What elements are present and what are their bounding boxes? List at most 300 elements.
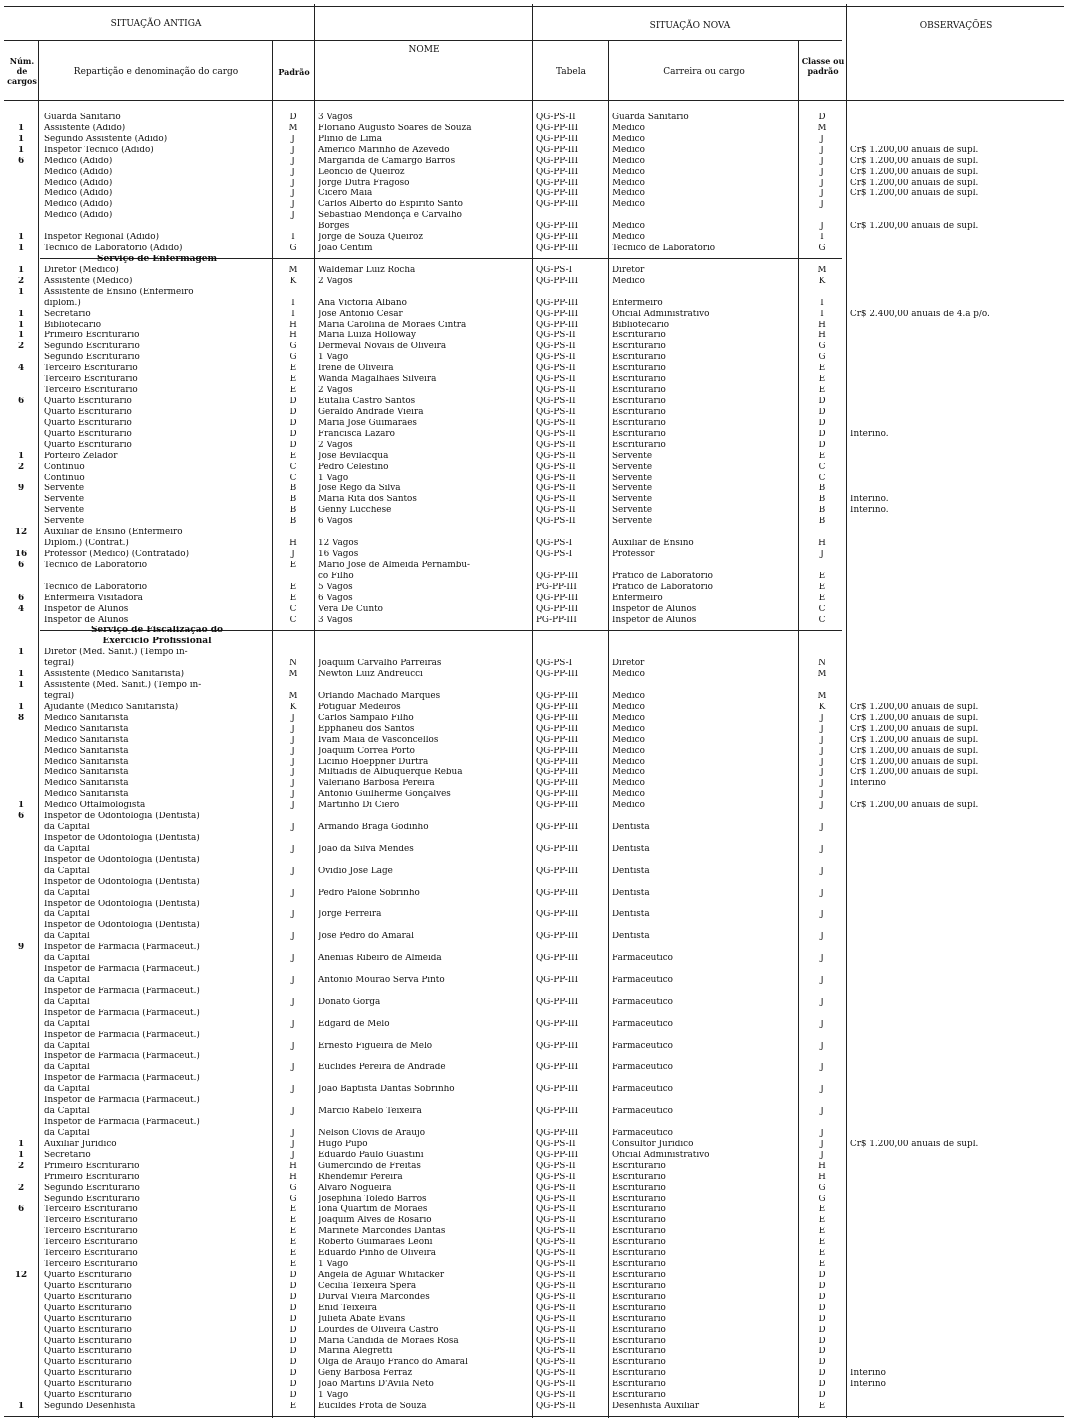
num-cargos-cell: 2 xyxy=(17,342,25,352)
carreira-cell: Escriturário xyxy=(612,1238,666,1247)
padrao-cell: J xyxy=(291,189,295,199)
tabela-cell: QG-PP-III xyxy=(536,134,579,144)
classe-cell: G xyxy=(818,1194,826,1204)
header-carreira: Carreira ou cargo xyxy=(663,67,745,77)
padrao-cell: H xyxy=(289,331,297,341)
tabela-cell: QG-PS-II xyxy=(536,418,576,428)
observacao-cell: Cr$ 1.200,00 anuais de supl. xyxy=(850,757,979,767)
cargo-cell: Segundo Escriturário xyxy=(44,1194,140,1204)
cargo-cell: Auxiliar de Ensino (Enfermeiro xyxy=(44,528,183,537)
tabela-cell: QG-PP-III xyxy=(536,910,579,920)
padrao-cell: J xyxy=(291,910,295,920)
tabela-cell: QG-PS-II xyxy=(536,1161,576,1171)
padrao-cell: E xyxy=(289,560,297,570)
num-cargos-cell: 2 xyxy=(17,276,25,286)
cargo-cell: Serviço de Fiscalização do xyxy=(90,626,224,636)
padrao-cell: M xyxy=(288,123,298,133)
table-row xyxy=(0,1085,1068,1095)
num-cargos-cell: 1 xyxy=(17,145,25,155)
table-row xyxy=(0,1074,1068,1084)
cargo-cell: Quarto Escriturário xyxy=(44,1380,132,1390)
carreira-cell: Médico xyxy=(612,189,645,199)
padrao-cell: J xyxy=(291,757,295,767)
padrao-cell: G xyxy=(289,1194,297,1204)
num-cargos-cell: 6 xyxy=(17,560,25,570)
tabela-cell: QG-PS-II xyxy=(536,1172,576,1182)
nome-cell: 3 Vagos xyxy=(318,615,353,625)
num-cargos-cell: 12 xyxy=(14,528,28,537)
tabela-cell: QG-PS-II xyxy=(536,1325,576,1335)
padrao-cell: C xyxy=(289,462,297,472)
nome-cell: Valeriano Barbosa Pereira xyxy=(318,779,435,789)
padrao-cell: J xyxy=(291,1107,295,1116)
table-row xyxy=(0,900,1068,910)
padrao-cell: D xyxy=(289,1281,297,1291)
classe-cell: J xyxy=(820,790,824,800)
table-row xyxy=(0,1293,1068,1303)
padrao-cell: D xyxy=(289,1391,297,1400)
table-row xyxy=(0,976,1068,986)
carreira-cell: Escriturário xyxy=(612,440,666,450)
table-row xyxy=(0,594,1068,604)
table-row xyxy=(0,659,1068,669)
cargo-cell: Inspetor de Farmácia (Farmacêut.) xyxy=(44,986,200,996)
padrao-cell: D xyxy=(289,1292,297,1302)
cargo-cell: Inspetor de Odontologia (Dentista) xyxy=(44,834,200,843)
carreira-cell: Médico xyxy=(612,145,645,155)
table-row xyxy=(0,703,1068,713)
cargo-cell: Inspetor de Farmácia (Farmacêut.) xyxy=(44,1030,200,1040)
table-row xyxy=(0,375,1068,385)
table-row xyxy=(0,288,1068,298)
padrao-cell: C xyxy=(289,604,297,614)
classe-cell: H xyxy=(818,539,826,548)
nome-cell: Francisca Lazaro xyxy=(318,429,395,439)
cargo-cell: Servente xyxy=(44,506,85,516)
tabela-cell: QG-PP-III xyxy=(536,593,579,603)
num-cargos-cell: 9 xyxy=(17,484,25,494)
tabela-cell: QG-PP-III xyxy=(536,932,579,942)
padrao-cell: J xyxy=(291,1085,295,1095)
padrao-cell: D xyxy=(289,418,297,428)
table-row xyxy=(0,878,1068,888)
padrao-cell: N xyxy=(289,659,297,668)
padrao-cell: J xyxy=(291,211,295,221)
cargo-cell: Quarto Escriturário xyxy=(44,1347,132,1357)
nome-cell: Cicero Maia xyxy=(318,189,373,199)
padrao-cell: H xyxy=(289,1161,297,1171)
classe-cell: J xyxy=(820,222,824,232)
nome-cell: Euclides Pereira de Andrade xyxy=(318,1063,446,1073)
nome-cell: Ovidio José Lage xyxy=(318,866,393,876)
classe-cell: D xyxy=(818,1358,826,1368)
num-cargos-cell: 6 xyxy=(17,812,25,821)
table-row xyxy=(0,124,1068,134)
tabela-cell: QG-PS-II xyxy=(536,331,576,341)
tabela-cell: QG-PS-II xyxy=(536,342,576,352)
observacao-cell: Interino xyxy=(850,1369,886,1379)
classe-cell: J xyxy=(820,713,824,723)
padrao-cell: I xyxy=(291,309,295,319)
table-row xyxy=(0,463,1068,473)
table-row xyxy=(0,1337,1068,1347)
num-cargos-cell: 6 xyxy=(17,1205,25,1215)
nome-cell: 5 Vagos xyxy=(318,582,353,592)
cargo-cell: Inspetor de Odontologia (Dentista) xyxy=(44,812,200,821)
carreira-cell: Servente xyxy=(612,473,653,483)
tabela-cell: QG-PS-I xyxy=(536,265,573,275)
padrao-cell: G xyxy=(289,353,297,363)
nome-cell: Margarida de Camargo Barros xyxy=(318,156,456,166)
table-row xyxy=(0,758,1068,768)
tabela-cell: QG-PP-III xyxy=(536,178,579,188)
cargo-cell: da Capital xyxy=(44,823,90,832)
cargo-cell: da Capital xyxy=(44,1107,90,1116)
observacao-cell: Cr$ 1.200,00 anuais de supl. xyxy=(850,156,979,166)
carreira-cell: Escriturário xyxy=(612,375,666,384)
tabela-cell: QG-PS-II xyxy=(536,1205,576,1215)
nome-cell: Angela de Aguiar Whitacker xyxy=(318,1270,445,1280)
tabela-cell: QG-PP-III xyxy=(536,320,579,330)
carreira-cell: Servente xyxy=(612,484,653,494)
carreira-cell: Escriturário xyxy=(612,407,666,417)
tabela-cell: QG-PS-II xyxy=(536,1270,576,1280)
nome-cell: Irene de Oliveira xyxy=(318,364,394,374)
padrao-cell: D xyxy=(289,1303,297,1313)
section-heading xyxy=(0,637,1068,647)
classe-cell: J xyxy=(820,549,824,559)
carreira-cell: Farmacêutico xyxy=(612,1107,673,1116)
tabela-cell: QG-PP-III xyxy=(536,888,579,898)
carreira-cell: Escriturário xyxy=(612,1172,666,1182)
nome-cell: Licinio Hoeppner Durtra xyxy=(318,757,429,767)
nome-cell: Leoncio de Queiroz xyxy=(318,167,405,177)
carreira-cell: Servente xyxy=(612,517,653,526)
cargo-cell: Médico (Adido) xyxy=(44,200,113,210)
classe-cell: J xyxy=(820,801,824,811)
nome-cell: 6 Vagos xyxy=(318,517,353,526)
observacao-cell: Cr$ 1.200,00 anuais de supl. xyxy=(850,167,979,177)
tabela-cell: QG-PP-III xyxy=(536,976,579,985)
carreira-cell: Dentista xyxy=(612,888,650,898)
classe-cell: H xyxy=(818,331,826,341)
padrao-cell: D xyxy=(289,113,297,122)
padrao-cell: J xyxy=(291,549,295,559)
table-row xyxy=(0,954,1068,964)
padrao-cell: G xyxy=(289,244,297,253)
classe-cell: J xyxy=(820,757,824,767)
classe-cell: B xyxy=(818,495,826,505)
nome-cell: Floriano Augusto Soares de Souza xyxy=(318,123,472,133)
nome-cell: Orlando Machado Marques xyxy=(318,691,441,701)
carreira-cell: Farmacêutico xyxy=(612,1128,673,1138)
nome-cell: Pedro Palone Sobrinho xyxy=(318,888,420,898)
nome-cell: Eutalia Castro Santos xyxy=(318,397,416,406)
cargo-cell: Ajudante (Médico Sanitarista) xyxy=(44,702,179,712)
classe-cell: J xyxy=(820,779,824,789)
table-row xyxy=(0,681,1068,691)
nome-cell: Geraldo Andrade Vieira xyxy=(318,407,424,417)
num-cargos-cell: 4 xyxy=(17,604,25,614)
classe-cell: E xyxy=(818,375,826,384)
cargo-cell: Quarto Escriturário xyxy=(44,407,132,417)
table-row xyxy=(0,856,1068,866)
top-rule xyxy=(4,6,1064,7)
padrao-cell: J xyxy=(291,713,295,723)
carreira-cell: Escriturário xyxy=(612,1380,666,1390)
table-row xyxy=(0,1020,1068,1030)
num-cargos-cell: 6 xyxy=(17,397,25,406)
carreira-cell: Auxiliar de Ensino xyxy=(612,539,694,548)
tabela-cell: QG-PS-II xyxy=(536,1303,576,1313)
padrao-cell: D xyxy=(289,1369,297,1379)
tabela-cell: QG-PP-III xyxy=(536,1019,579,1029)
classe-cell: J xyxy=(820,888,824,898)
cargo-cell: Secretário xyxy=(44,309,91,319)
carreira-cell: Médico xyxy=(612,134,645,144)
padrao-cell: B xyxy=(289,506,297,516)
cargo-cell: Inspetor de Farmácia (Farmacêut.) xyxy=(44,1118,200,1127)
cargo-cell: Médico (Adido) xyxy=(44,178,113,188)
carreira-cell: Escriturário xyxy=(612,429,666,439)
padrao-cell: J xyxy=(291,888,295,898)
table-row xyxy=(0,1063,1068,1073)
cargo-cell: da Capital xyxy=(44,1063,90,1073)
padrao-cell: J xyxy=(291,1128,295,1138)
num-cargos-cell: 1 xyxy=(17,123,25,133)
table-row xyxy=(0,1402,1068,1412)
padrao-cell: J xyxy=(291,932,295,942)
tabela-cell: QG-PS-II xyxy=(536,1336,576,1346)
classe-cell: H xyxy=(818,1161,826,1171)
carreira-cell: Prático de Laboratório xyxy=(612,582,713,592)
cargo-cell: Servente xyxy=(44,495,85,505)
classe-cell: M xyxy=(817,265,827,275)
classe-cell: K xyxy=(818,702,826,712)
cargo-cell: Quarto Escriturário xyxy=(44,1391,132,1400)
tabela-cell: QG-PS-II xyxy=(536,484,576,494)
nome-cell: Newton Luiz Andreucci xyxy=(318,670,423,679)
cargo-cell: da Capital xyxy=(44,976,90,985)
classe-cell: E xyxy=(818,386,826,395)
tabela-cell: QG-PP-III xyxy=(536,1041,579,1051)
cargo-cell: Assistente (Médico Sanitarista) xyxy=(44,670,185,679)
tabela-cell: QG-PS-II xyxy=(536,440,576,450)
classe-cell: J xyxy=(820,134,824,144)
classe-cell: J xyxy=(820,823,824,832)
tabela-cell: QG-PS-I xyxy=(536,539,573,548)
nome-cell: Jorge Dutra Fragoso xyxy=(318,178,410,188)
table-row xyxy=(0,1380,1068,1390)
table-row xyxy=(0,1052,1068,1062)
carreira-cell: Médico xyxy=(612,167,645,177)
classe-cell: J xyxy=(820,178,824,188)
carreira-cell: Médico xyxy=(612,779,645,789)
cargo-cell: Segundo Escriturário xyxy=(44,353,140,363)
classe-cell: E xyxy=(818,582,826,592)
table-row xyxy=(0,1326,1068,1336)
nome-cell: Gumercindo de Freitas xyxy=(318,1161,421,1171)
cargo-cell: Assistente (Adido) xyxy=(44,123,126,133)
carreira-cell: Médico xyxy=(612,200,645,210)
observacao-cell: Interino xyxy=(850,779,886,789)
classe-cell: J xyxy=(820,1128,824,1138)
classe-cell: D xyxy=(818,1391,826,1400)
table-row xyxy=(0,299,1068,309)
padrao-cell: J xyxy=(291,1150,295,1160)
classe-cell: N xyxy=(818,659,826,668)
carreira-cell: Dentista xyxy=(612,910,650,920)
table-row xyxy=(0,867,1068,877)
nome-cell: Rhendemir Pereira xyxy=(318,1172,403,1182)
nome-cell: 16 Vagos xyxy=(318,549,359,559)
padrao-cell: D xyxy=(289,1380,297,1390)
observacao-cell: Cr$ 1.200,00 anuais de supl. xyxy=(850,1139,979,1149)
observacao-cell: Cr$ 1.200,00 anuais de supl. xyxy=(850,735,979,745)
padrao-cell: J xyxy=(291,866,295,876)
classe-cell: J xyxy=(820,1041,824,1051)
padrao-cell: J xyxy=(291,134,295,144)
cargo-cell: Contínuo xyxy=(44,473,85,483)
cargo-cell: da Capital xyxy=(44,1019,90,1029)
nome-cell: Plinio de Lima xyxy=(318,134,382,144)
padrao-cell: J xyxy=(291,167,295,177)
table-row xyxy=(0,386,1068,396)
carreira-cell: Escriturário xyxy=(612,353,666,363)
cargo-cell: da Capital xyxy=(44,954,90,963)
cargo-cell: Médico Sanitarista xyxy=(44,768,129,778)
table-row xyxy=(0,1358,1068,1368)
padrao-cell: J xyxy=(291,200,295,210)
observacao-cell: Cr$ 1.200,00 anuais de supl. xyxy=(850,222,979,232)
carreira-cell: Escriturário xyxy=(612,1303,666,1313)
table-row xyxy=(0,495,1068,505)
cargo-cell: da Capital xyxy=(44,1041,90,1051)
carreira-cell: Médico xyxy=(612,768,645,778)
table-row xyxy=(0,1031,1068,1041)
classe-cell: J xyxy=(820,156,824,166)
classe-cell: J xyxy=(820,1019,824,1029)
cargo-cell: Inspetor Técnico (Adido) xyxy=(44,145,154,155)
cargo-cell: Enfermeira Visitadora xyxy=(44,593,143,603)
cargo-cell: Quarto Escriturário xyxy=(44,1314,132,1324)
carreira-cell: Médico xyxy=(612,757,645,767)
header-reparticao: Repartição e denominação do cargo xyxy=(73,67,239,77)
cargo-cell: Terceiro Escriturário xyxy=(44,386,138,395)
padrao-cell: G xyxy=(289,1183,297,1193)
table-row xyxy=(0,1151,1068,1161)
classe-cell: J xyxy=(820,145,824,155)
carreira-cell: Farmacêutico xyxy=(612,954,673,963)
table-row xyxy=(0,506,1068,516)
tabela-cell: QG-PP-III xyxy=(536,844,579,854)
padrao-cell: J xyxy=(291,746,295,756)
nome-cell: Carlos Sampaio Filho xyxy=(318,713,414,723)
cargo-cell: Técnico de Laboratório xyxy=(44,560,148,570)
classe-cell: E xyxy=(818,1216,826,1226)
table-row xyxy=(0,1195,1068,1205)
carreira-cell: Médico xyxy=(612,724,645,734)
carreira-cell: Escriturário xyxy=(612,1325,666,1335)
table-row xyxy=(0,889,1068,899)
nome-cell: Lourdes de Oliveira Castro xyxy=(318,1325,439,1335)
table-row xyxy=(0,528,1068,538)
padrao-cell: G xyxy=(289,342,297,352)
padrao-cell: J xyxy=(291,1063,295,1073)
padrao-cell: E xyxy=(289,364,297,374)
cargo-cell: Porteiro Zelador xyxy=(44,451,118,461)
header-padrao: Padrão xyxy=(278,67,310,77)
table-row xyxy=(0,812,1068,822)
nome-cell: José Antonio Cesar xyxy=(318,309,403,319)
cargo-cell: Assistente (Médico) xyxy=(44,276,133,286)
tabela-cell: QG-PS-II xyxy=(536,1292,576,1302)
cargo-cell: Inspetor de Farmácia (Farmacêut.) xyxy=(44,965,200,974)
nome-cell: Josephina Toledo Barros xyxy=(318,1194,427,1204)
tabela-cell: QG-PP-III xyxy=(536,1150,579,1160)
nome-cell: 1 Vago xyxy=(318,1391,349,1400)
cargo-cell: Inspetor de Farmácia (Farmacêut.) xyxy=(44,1074,200,1084)
padrao-cell: E xyxy=(289,386,297,395)
nome-cell: Alvaro Nogueira xyxy=(318,1183,392,1193)
tabela-cell: QG-PP-III xyxy=(536,757,579,767)
nome-cell: Maria Candida de Moraes Rosa xyxy=(318,1336,459,1346)
cargo-cell: Assistente (Méd. Sanit.) (Tempo in- xyxy=(44,681,202,690)
tabela-cell: QG-PP-III xyxy=(536,571,579,581)
tabela-cell: QG-PS-I xyxy=(536,659,573,668)
classe-cell: H xyxy=(818,320,826,330)
tabela-cell: QG-PS-II xyxy=(536,364,576,374)
observacao-cell: Cr$ 2.400,00 anuais de 4.a p/o. xyxy=(850,309,990,319)
table-row xyxy=(0,1391,1068,1401)
padrao-cell: E xyxy=(289,451,297,461)
padrao-cell: M xyxy=(288,670,298,679)
nome-cell: Anenias Ribeiro de Almeida xyxy=(318,954,442,963)
cargo-cell: Médico (Adido) xyxy=(44,211,113,221)
header-num-cargos: Núm. de cargos xyxy=(7,56,37,86)
classe-cell: J xyxy=(820,1063,824,1073)
nome-cell: Pedro Celestino xyxy=(318,462,389,472)
classe-cell: D xyxy=(818,418,826,428)
nome-cell: João Martins D'Avila Neto xyxy=(318,1380,434,1390)
carreira-cell: Médico xyxy=(612,801,645,811)
nome-cell: Durval Vieira Marcondes xyxy=(318,1292,430,1302)
table-row xyxy=(0,211,1068,221)
carreira-cell: Farmacêutico xyxy=(612,1085,673,1095)
classe-cell: J xyxy=(820,1107,824,1116)
carreira-cell: Inspetor de Alunos xyxy=(612,615,697,625)
classe-cell: C xyxy=(818,615,826,625)
table-row xyxy=(0,430,1068,440)
nome-cell: João Centim xyxy=(318,244,373,253)
table-row xyxy=(0,1282,1068,1292)
observacao-cell: Cr$ 1.200,00 anuais de supl. xyxy=(850,178,979,188)
padrao-cell: E xyxy=(289,1402,297,1411)
cargo-cell: Terceiro Escriturário xyxy=(44,1216,138,1226)
cargo-cell: Técnico de Laboratório (Adido) xyxy=(44,244,183,253)
classe-cell: D xyxy=(818,429,826,439)
carreira-cell: Farmacêutico xyxy=(612,997,673,1007)
carreira-cell: Técnico de Laboratório xyxy=(612,244,716,253)
padrao-cell: M xyxy=(288,691,298,701)
tabela-cell: QG-PP-III xyxy=(536,691,579,701)
tabela-cell: QG-PP-III xyxy=(536,724,579,734)
table-row xyxy=(0,572,1068,582)
carreira-cell: Dentista xyxy=(612,844,650,854)
padrao-cell: H xyxy=(289,1172,297,1182)
classe-cell: E xyxy=(818,1205,826,1215)
table-row xyxy=(0,1129,1068,1139)
